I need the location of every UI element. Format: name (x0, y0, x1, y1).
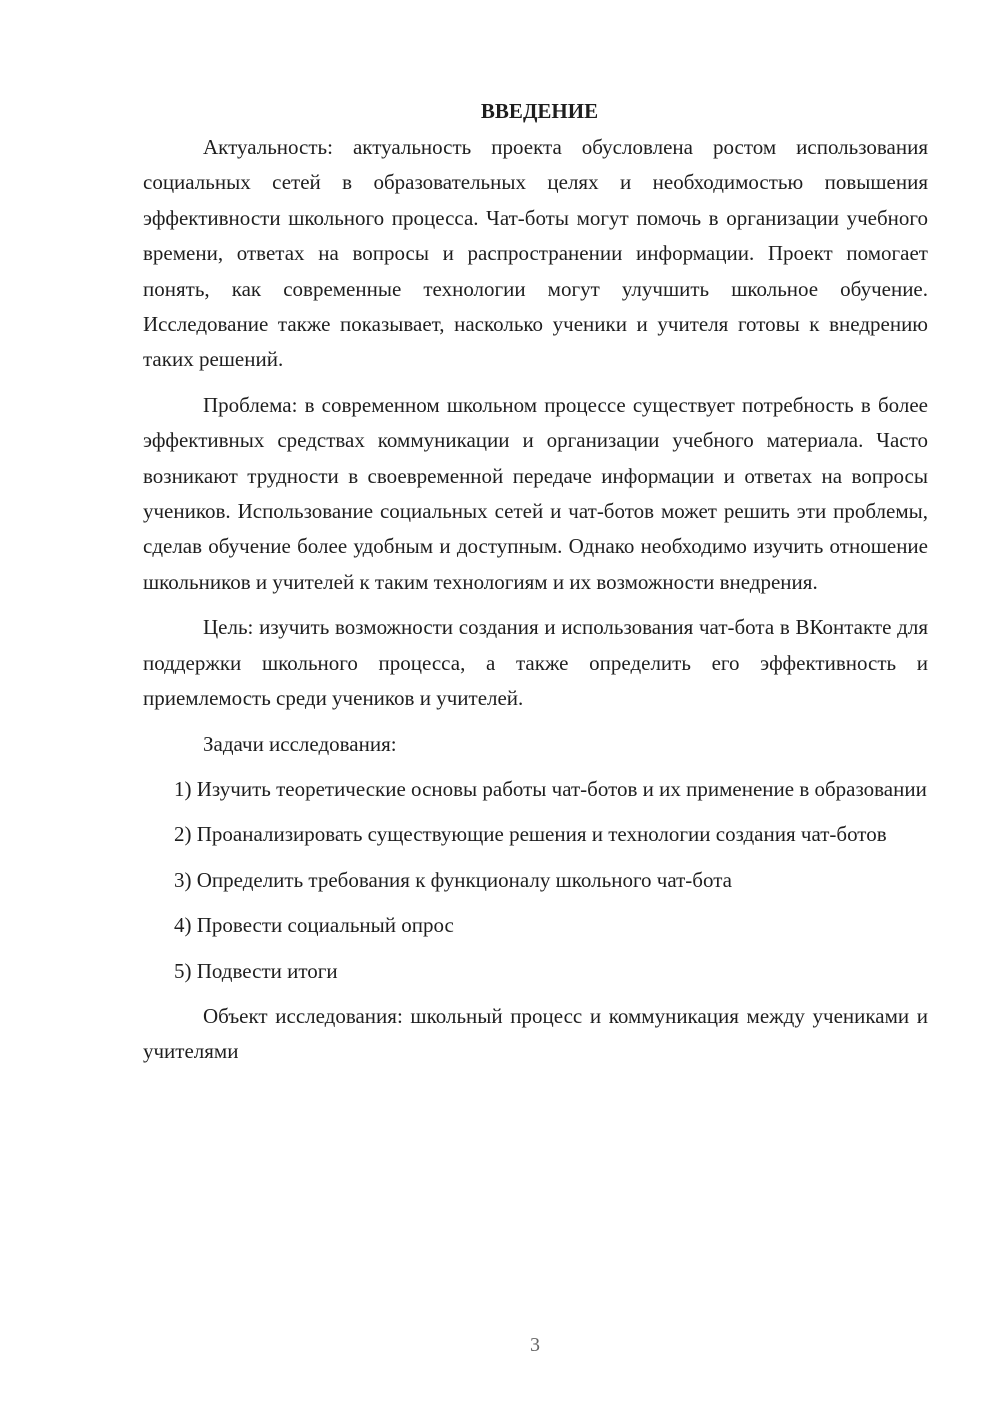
task-item-1: 1) Изучить теоретические основы работы чат-ботов и их применение в образовании (174, 776, 927, 801)
task-item-5: 5) Подвести итоги (174, 958, 338, 983)
page-number: 3 (530, 1334, 540, 1356)
problem-paragraph: Проблема: в современном школьном процессе существует потребность в более эффективных средствах коммуникации и организации учебного материала. Часто возникают трудности в своевременной передаче информации и ответах на вопросы учеников. Использование социальных сетей и чат-ботов может решить эти проблемы, сделав обучение более удобным и доступным. Однако необходимо изучить отношение школьников и учителей к таким технологиям и их возможности внедрения. (143, 392, 928, 594)
object-paragraph: Объект исследования: школьный процесс и коммуникация между учениками и учителями (143, 1003, 928, 1064)
relevance-paragraph: Актуальность: актуальность проекта обусловлена ростом использования социальных сетей в образовательных целях и необходимостью повышения эффективности школьного процесса. Чат-боты могут помочь в организации учебного времени, ответах на вопросы и распространении информации. Проект помогает понять, как современные технологии могут улучшить школьное обучение. Исследование также показывает, насколько ученики и учителя готовы к внедрению таких решений. (143, 135, 928, 372)
page-content (143, 96, 928, 1070)
tasks-heading: Задачи исследования: (203, 731, 397, 756)
task-item-4: 4) Провести социальный опрос (174, 913, 454, 938)
goal-paragraph: Цель: изучить возможности создания и использования чат-бота в ВКонтакте для поддержки школьного процесса, а также определить его эффективность и приемлемость среди учеников и учителей. (143, 615, 928, 711)
section-title: ВВЕДЕНИЕ (480, 99, 599, 123)
task-item-3: 3) Определить требования к функционалу школьного чат-бота (174, 867, 732, 892)
task-item-2: 2) Проанализировать существующие решения и технологии создания чат-ботов (174, 822, 887, 847)
